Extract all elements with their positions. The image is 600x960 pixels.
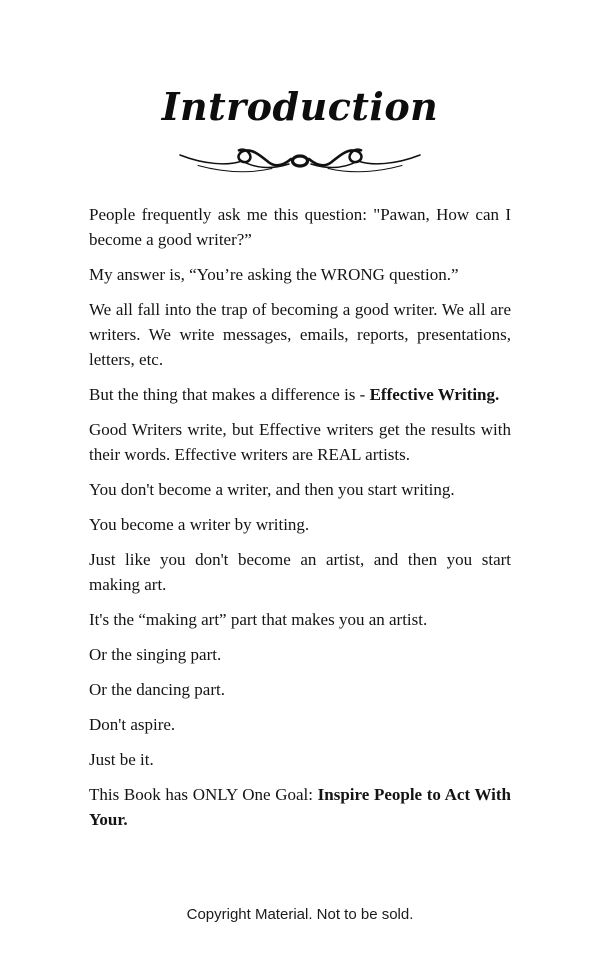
page-title: Introduction [161, 84, 439, 129]
copyright-notice: Copyright Material. Not to be sold. [186, 906, 414, 923]
paragraph: Don't aspire. [89, 715, 176, 734]
paragraph: This Book has ONLY One Goal: Inspire People to Act With Your. [89, 785, 511, 829]
paragraph: It's the “making art” part that makes you an artist. [89, 610, 428, 629]
paragraph: Or the dancing part. [89, 680, 225, 699]
paragraph: People frequently ask me this question: "Pawan, How can I become a good writer?” [89, 205, 511, 249]
paragraph: Just like you don't become an artist, and then you start making art. [89, 550, 511, 594]
paragraph: We all fall into the trap of becoming a good writer. We all are writers. We write messages, emails, reports, presentations, letters, etc. [89, 300, 511, 369]
flourish-divider-icon [0, 138, 600, 178]
paragraph: You don't become a writer, and then you start writing. [89, 480, 455, 499]
paragraph: Good Writers write, but Effective writers get the results with their words. Effective writers are REAL artists. [89, 420, 511, 464]
paragraph: But the thing that makes a difference is - Effective Writing. [89, 385, 500, 404]
paragraph: Just be it. [89, 750, 154, 769]
body-text [0, 178, 600, 832]
paragraph: You become a writer by writing. [89, 515, 310, 534]
paragraph: Or the singing part. [89, 645, 222, 664]
paragraph: My answer is, “You’re asking the WRONG question.” [89, 265, 459, 284]
